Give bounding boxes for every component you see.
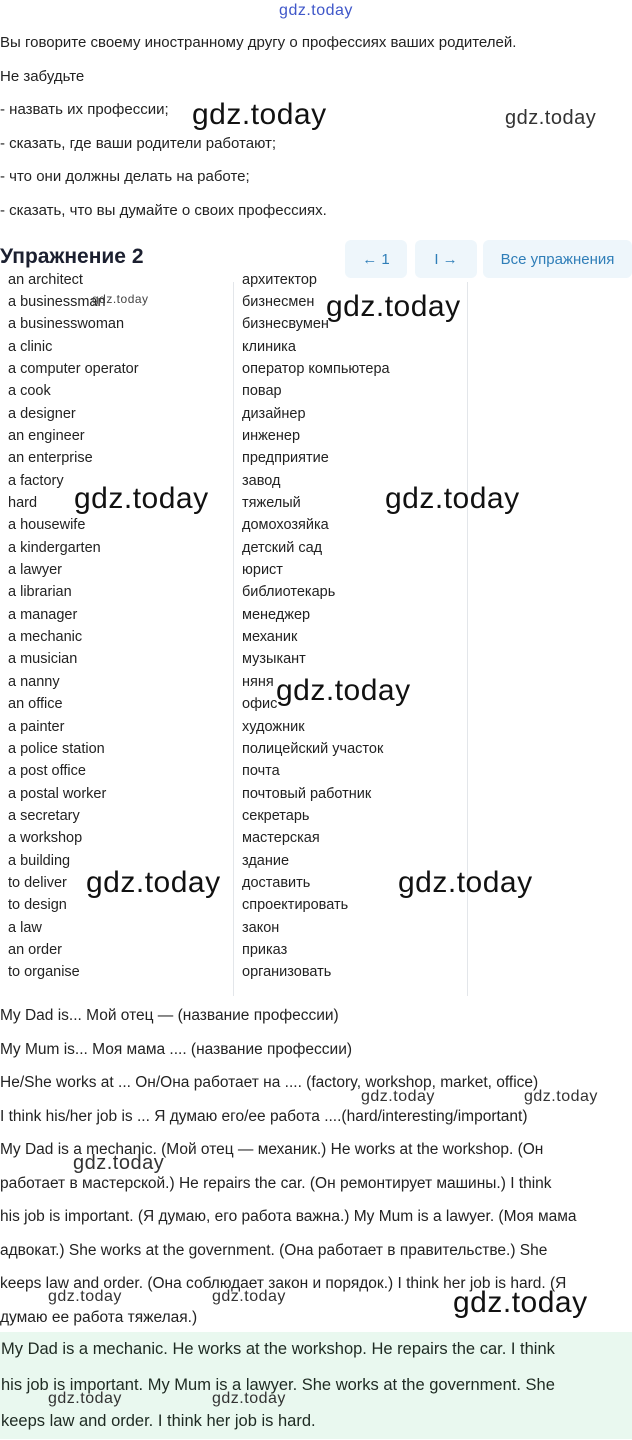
vocab-english: a housewife xyxy=(8,517,86,534)
vocab-row xyxy=(0,604,632,626)
watermark: gdz.today xyxy=(212,1390,286,1407)
site-logo[interactable]: gdz.today xyxy=(279,2,353,19)
answer-line: My Dad is a mechanic. He works at the workshop. He repairs the car. I think xyxy=(1,1340,555,1358)
answer-box xyxy=(0,1332,632,1439)
vocab-russian: офис xyxy=(242,696,278,713)
solution-line: My Dad is a mechanic. (Мой отец — механик.) He works at the workshop. (Он xyxy=(0,1141,544,1158)
vocab-english: a building xyxy=(8,852,71,869)
all-exercises-button[interactable]: Все упражнения xyxy=(483,240,632,278)
vocab-english: a factory xyxy=(8,472,64,489)
vocab-row xyxy=(0,380,632,402)
solution-line: думаю ее работа тяжелая.) xyxy=(0,1308,198,1326)
vocab-row xyxy=(0,425,632,447)
solution-line: My Mum is... Моя мама .... (название профессии) xyxy=(0,1040,353,1058)
vocab-row xyxy=(0,805,632,827)
watermark: gdz.today xyxy=(453,1286,588,1319)
intro-line: - сказать, что вы думайте о своих профессиях. xyxy=(0,201,327,219)
vocab-english: a computer operator xyxy=(8,360,139,377)
vocab-english: a musician xyxy=(8,651,78,668)
intro-line: - сказать, где ваши родители работают; xyxy=(0,134,277,152)
vocab-english: a nanny xyxy=(8,673,60,690)
watermark: gdz.today xyxy=(48,1288,122,1305)
vocab-russian: мастерская xyxy=(242,830,320,847)
vocab-russian: домохозяйка xyxy=(242,517,329,534)
answer-line: keeps law and order. I think her job is hard. xyxy=(1,1412,316,1430)
solution-line: адвокат.) She works at the government. (Она работает в правительстве.) She xyxy=(0,1241,548,1259)
vocab-row xyxy=(0,313,632,335)
watermark: gdz.today xyxy=(73,1152,165,1174)
intro-line: Вы говорите своему иностранному другу о профессиях ваших родителей. xyxy=(0,34,517,51)
vocab-russian: почта xyxy=(242,763,280,780)
vocab-row xyxy=(0,514,632,536)
exercise-title: Упражнение 2 xyxy=(0,245,144,268)
vocab-russian: завод xyxy=(242,472,281,489)
vocab-row xyxy=(0,559,632,581)
vocab-english: a businesswoman xyxy=(8,316,125,333)
vocab-english: a designer xyxy=(8,405,76,422)
vocab-english: to organise xyxy=(8,964,80,981)
vocab-english: a kindergarten xyxy=(8,539,101,556)
vocab-row xyxy=(0,269,632,291)
vocab-row xyxy=(0,403,632,425)
vocab-russian: менеджер xyxy=(242,606,311,623)
vocab-row xyxy=(0,783,632,805)
vocab-row xyxy=(0,447,632,469)
vocab-row xyxy=(0,827,632,849)
vocab-english: a workshop xyxy=(8,830,83,847)
watermark: gdz.today xyxy=(276,674,411,707)
vocab-english: a painter xyxy=(8,718,65,735)
vocab-english: a postal worker xyxy=(8,785,107,802)
vocab-russian: клиника xyxy=(242,338,296,355)
vocab-russian: приказ xyxy=(242,942,288,958)
vocab-russian: закон xyxy=(242,919,280,936)
vocab-russian: организовать xyxy=(242,964,332,981)
vocab-english: to deliver xyxy=(8,874,67,891)
vocab-russian: доставить xyxy=(242,874,311,891)
intro-line: Не забудьте xyxy=(0,67,85,85)
watermark: gdz.today xyxy=(48,1390,122,1407)
prev-exercise-button[interactable]: ← 1 xyxy=(345,240,407,278)
vocab-russian: архитектор xyxy=(242,271,317,288)
vocab-row xyxy=(0,760,632,782)
intro-line: - назвать их профессии; xyxy=(0,101,169,118)
vocab-russian: секретарь xyxy=(242,807,310,824)
vocab-russian: механик xyxy=(242,629,298,646)
vocab-russian: здание xyxy=(242,852,290,869)
vocab-russian: бизнесвумен xyxy=(242,316,329,333)
vocab-english: a manager xyxy=(8,606,78,623)
vocab-english: a law xyxy=(8,919,42,936)
vocab-english: hard xyxy=(8,495,38,511)
next-exercise-button[interactable]: I → xyxy=(415,240,477,278)
vocab-russian: музыкант xyxy=(242,651,306,668)
watermark: gdz.today xyxy=(385,482,520,515)
vocab-english: a secretary xyxy=(8,807,80,824)
vocab-russian: дизайнер xyxy=(242,405,306,422)
vocab-english: an engineer xyxy=(8,427,85,444)
vocab-english: a police station xyxy=(8,740,105,757)
solution-line: работает в мастерской.) He repairs the car. (Он ремонтирует машины.) I think xyxy=(0,1174,552,1192)
vocab-row xyxy=(0,626,632,648)
vocab-russian: спроектировать xyxy=(242,897,349,914)
solution-line: keeps law and order. (Она соблюдает закон и порядок.) I think her job is hard. (Я xyxy=(0,1275,567,1292)
vocab-row xyxy=(0,917,632,939)
vocab-russian: почтовый работник xyxy=(242,785,372,802)
vocab-english: a mechanic xyxy=(8,629,83,646)
watermark: gdz.today xyxy=(74,482,209,515)
vocab-row xyxy=(0,336,632,358)
watermark: gdz.today xyxy=(524,1088,598,1105)
vocab-english: a businessman xyxy=(8,293,106,310)
answer-line: his job is important. My Mum is a lawyer. She works at the government. She xyxy=(1,1376,555,1394)
vocab-row xyxy=(0,581,632,603)
vocab-russian: предприятие xyxy=(242,450,329,467)
vocab-russian: художник xyxy=(242,718,305,735)
vocab-english: an office xyxy=(8,696,63,713)
vocab-row xyxy=(0,358,632,380)
vocab-russian: няня xyxy=(242,673,274,690)
vocab-english: an architect xyxy=(8,271,83,288)
solution-line: I think his/her job is ... Я думаю его/ее работа ....(hard/interesting/important) xyxy=(0,1107,528,1125)
vocab-russian: инженер xyxy=(242,427,301,444)
vocab-english: an enterprise xyxy=(8,450,93,467)
vocab-row xyxy=(0,738,632,760)
vocab-russian: тяжелый xyxy=(242,495,301,511)
watermark: gdz.today xyxy=(505,107,597,129)
vocab-english: an order xyxy=(8,942,63,958)
vocab-english: a clinic xyxy=(8,338,53,355)
watermark: gdz.today xyxy=(192,98,327,131)
vocab-russian: библиотекарь xyxy=(242,584,336,601)
solution-line: his job is important. (Я думаю, его работа важна.) My Mum is a lawyer. (Моя мама xyxy=(0,1208,577,1225)
vocab-russian: оператор компьютера xyxy=(242,360,390,377)
watermark: gdz.today xyxy=(398,866,533,899)
vocab-row xyxy=(0,716,632,738)
vocab-english: a post office xyxy=(8,763,86,780)
vocab-english: a lawyer xyxy=(8,562,62,579)
vocab-russian: бизнесмен xyxy=(242,293,315,310)
watermark: gdz.today xyxy=(92,292,149,306)
vocab-russian: детский сад xyxy=(242,539,323,556)
watermark: gdz.today xyxy=(86,866,221,899)
vocab-english: to design xyxy=(8,897,67,914)
solution-line: My Dad is... Мой отец — (название профессии) xyxy=(0,1007,339,1024)
watermark: gdz.today xyxy=(361,1088,435,1105)
vocab-english: a librarian xyxy=(8,584,72,601)
vocab-russian: юрист xyxy=(242,562,283,579)
vocab-row xyxy=(0,939,632,961)
vocab-russian: повар xyxy=(242,383,282,400)
vocab-row xyxy=(0,961,632,983)
intro-line: - что они должны делать на работе; xyxy=(0,168,250,185)
vocab-russian: полицейский участок xyxy=(242,740,384,757)
vocab-english: a cook xyxy=(8,383,51,400)
watermark: gdz.today xyxy=(326,290,461,323)
solution-line: He/She works at ... Он/Она работает на .... (factory, workshop, market, office) xyxy=(0,1074,539,1091)
vocab-row xyxy=(0,648,632,670)
watermark: gdz.today xyxy=(212,1288,286,1305)
vocab-row xyxy=(0,537,632,559)
